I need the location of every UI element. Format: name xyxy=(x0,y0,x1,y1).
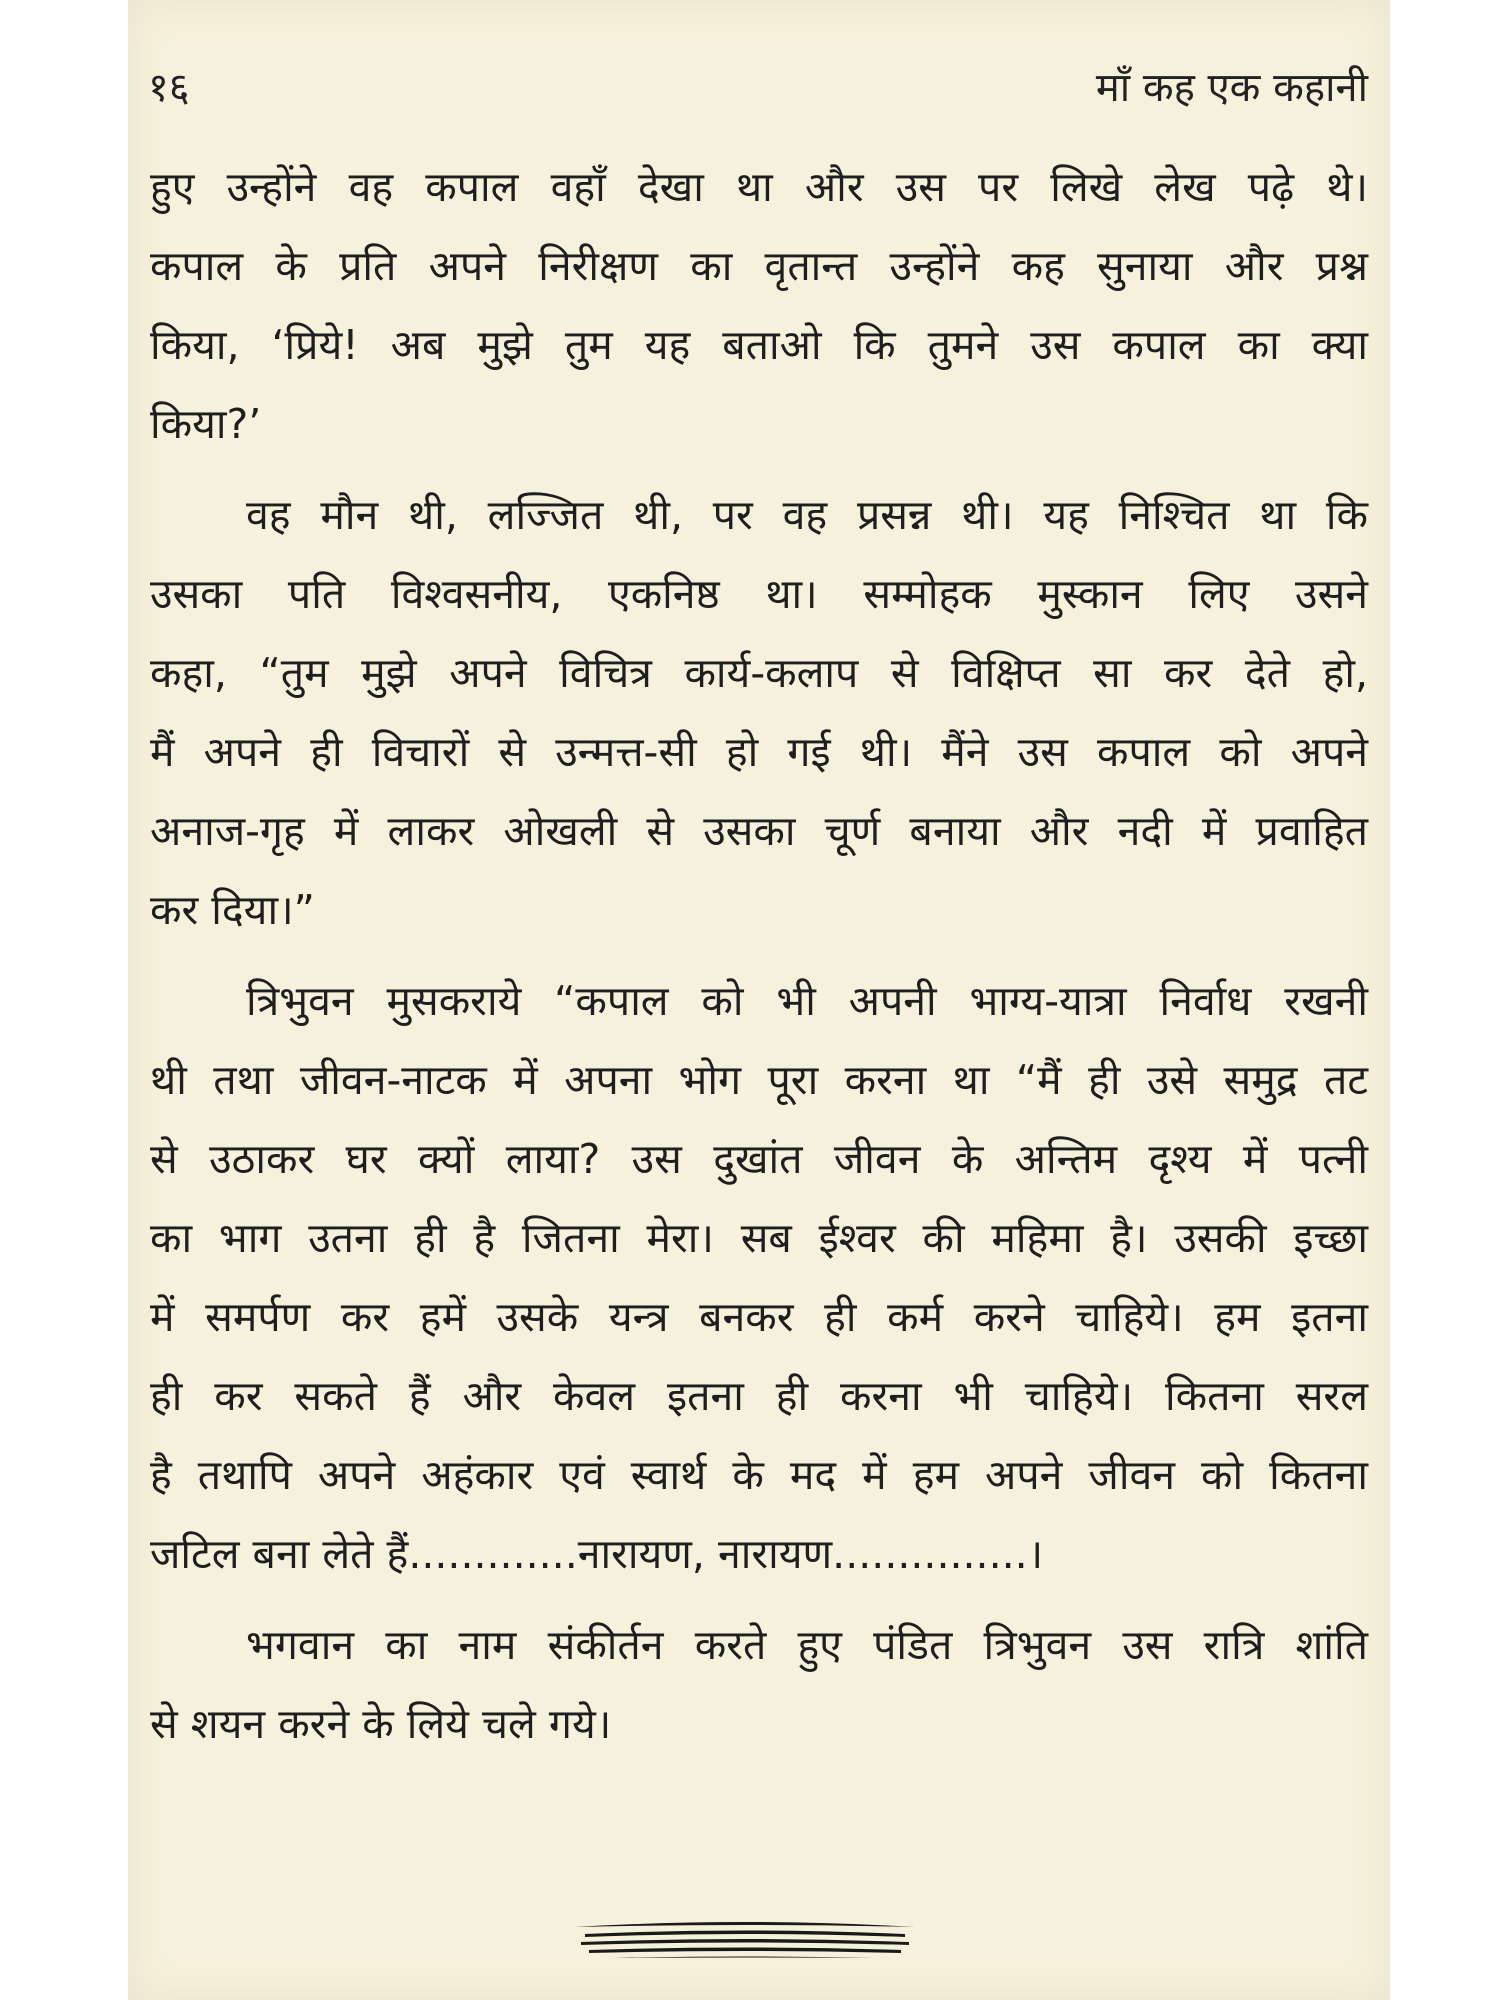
page-number: १६ xyxy=(148,65,190,111)
text-line: वह मौन थी, लज्जित थी, पर वह प्रसन्न थी। यह निश्चित था कि xyxy=(246,491,1368,539)
paragraph-3 xyxy=(150,962,1368,1594)
text-line: किया, ‘प्रिये! अब मुझे तुम यह बताओ कि तुमने उस कपाल का क्या xyxy=(150,321,1368,369)
ornament-strokes xyxy=(575,1922,915,1958)
text-line: उसका पति विश्वसनीय, एकनिष्ठ था। सम्मोहक मुस्कान लिए उसने xyxy=(150,570,1368,618)
running-title: माँ कह एक कहानी xyxy=(1095,65,1368,111)
text-line: से उठाकर घर क्यों लाया? उस दुखांत जीवन के अन्तिम दृश्य में पत्नी xyxy=(150,1135,1368,1183)
body-text xyxy=(150,148,1368,1764)
text-line: थी तथा जीवन-नाटक में अपना भोग पूरा करना था “मैं ही उसे समुद्र तट xyxy=(150,1056,1368,1104)
text-line: ही कर सकते हैं और केवल इतना ही करना भी चाहिये। कितना सरल xyxy=(150,1372,1368,1420)
text-line: त्रिभुवन मुसकराये “कपाल को भी अपनी भाग्य-यात्रा निर्वाध रखनी xyxy=(246,977,1368,1025)
text-line: से शयन करने के लिये चले गये। xyxy=(150,1700,612,1748)
text-line: भगवान का नाम संकीर्तन करते हुए पंडित त्रिभुवन उस रात्रि शांति xyxy=(246,1621,1368,1669)
paragraph-4 xyxy=(150,1606,1368,1764)
text-line: कपाल के प्रति अपने निरीक्षण का वृतान्त उन्होंने कह सुनाया और प्रश्न xyxy=(150,242,1368,290)
text-line: किया?’ xyxy=(150,400,262,448)
text-line: जटिल बना लेते हैं.............नारायण, नारायण...............। xyxy=(150,1530,1044,1578)
paragraph-2 xyxy=(150,476,1368,950)
text-line: का भाग उतना ही है जितना मेरा। सब ईश्वर की महिमा है। उसकी इच्छा xyxy=(150,1214,1368,1262)
text-line: कहा, “तुम मुझे अपने विचित्र कार्य-कलाप से विक्षिप्त सा कर देते हो, xyxy=(150,649,1368,697)
text-line: है तथापि अपने अहंकार एवं स्वार्थ के मद में हम अपने जीवन को कितना xyxy=(150,1451,1368,1499)
text-line: हुए उन्होंने वह कपाल वहाँ देखा था और उस पर लिखे लेख पढ़े थे। xyxy=(150,163,1368,211)
text-line: में समर्पण कर हमें उसके यन्त्र बनकर ही कर्म करने चाहिये। हम इतना xyxy=(150,1293,1368,1341)
text-line: मैं अपने ही विचारों से उन्मत्त-सी हो गई थी। मैंने उस कपाल को अपने xyxy=(150,728,1368,776)
text-line: कर दिया।” xyxy=(150,886,315,934)
page-header xyxy=(148,58,1368,118)
double-rule-ornament-icon xyxy=(575,1907,915,1967)
paragraph-1 xyxy=(150,148,1368,464)
text-line: अनाज-गृह में लाकर ओखली से उसका चूर्ण बनाया और नदी में प्रवाहित xyxy=(150,807,1368,855)
